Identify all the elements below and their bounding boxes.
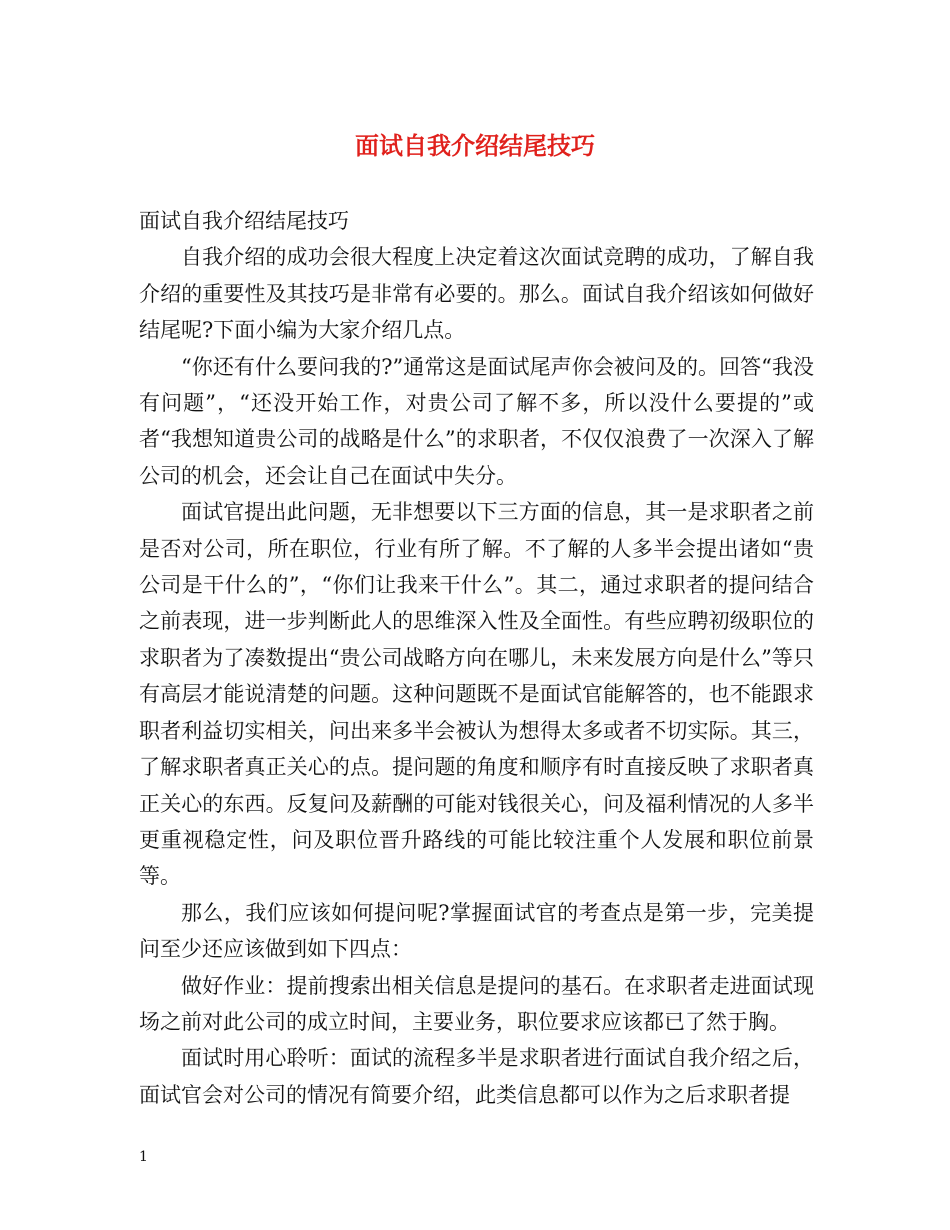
paragraph: 自我介绍的成功会很大程度上决定着这次面试竞聘的成功，了解自我介绍的重要性及其技巧是非常有必要的。那么。面试自我介绍该如何做好结尾呢?下面小编为大家介绍几点。 (139, 245, 814, 343)
document-title: 面试自我介绍结尾技巧 (355, 131, 595, 160)
paragraph: 面试官提出此问题，无非想要以下三方面的信息，其一是求职者之前是否对公司，所在职位，行业有所了解。不了解的人多半会提出诸如“贵公司是干什么的”，“你们让我来干什么”。其二，通过求职者的提问结合之前表现，进一步判断此人的思维深入性及全面性。有些应聘初级职位的求职者为了凑数提出“贵公司战略方向在哪儿，未来发展方向是什么”等只有高层才能说清楚的问题。这种问题既不是面试官能解答的，也不能跟求职者利益切实相关，问出来多半会被认为想得太多或者不切实际。其三，了解求职者真正关心的点。提问题的角度和顺序有时直接反映了求职者真正关心的东西。反复问及薪酬的可能对钱很关心，问及福利情况的人多半更重视稳定性，问及职位晋升路线的可能比较注重个人发展和职位前景等。 (139, 500, 814, 889)
page-number: 1 (139, 1149, 148, 1165)
document-subtitle: 面试自我介绍结尾技巧 (139, 209, 349, 233)
paragraph: 那么，我们应该如何提问呢?掌握面试官的考查点是第一步，完美提问至少还应该做到如下四点： (139, 900, 814, 962)
paragraph: 面试时用心聆听：面试的流程多半是求职者进行面试自我介绍之后，面试官会对公司的情况有简要介绍，此类信息都可以作为之后求职者提 (139, 1046, 814, 1107)
document-body (139, 203, 814, 1113)
paragraph: 做好作业：提前搜索出相关信息是提问的基石。在求职者走进面试现场之前对此公司的成立时间，主要业务，职位要求应该都已了然于胸。 (139, 973, 814, 1034)
paragraph: “你还有什么要问我的?”通常这是面试尾声你会被问及的。回答“我没有问题”，“还没开始工作，对贵公司了解不多，所以没什么要提的”或者“我想知道贵公司的战略是什么”的求职者，不仅仅浪费了一次深入了解公司的机会，还会让自己在面试中失分。 (139, 354, 814, 488)
